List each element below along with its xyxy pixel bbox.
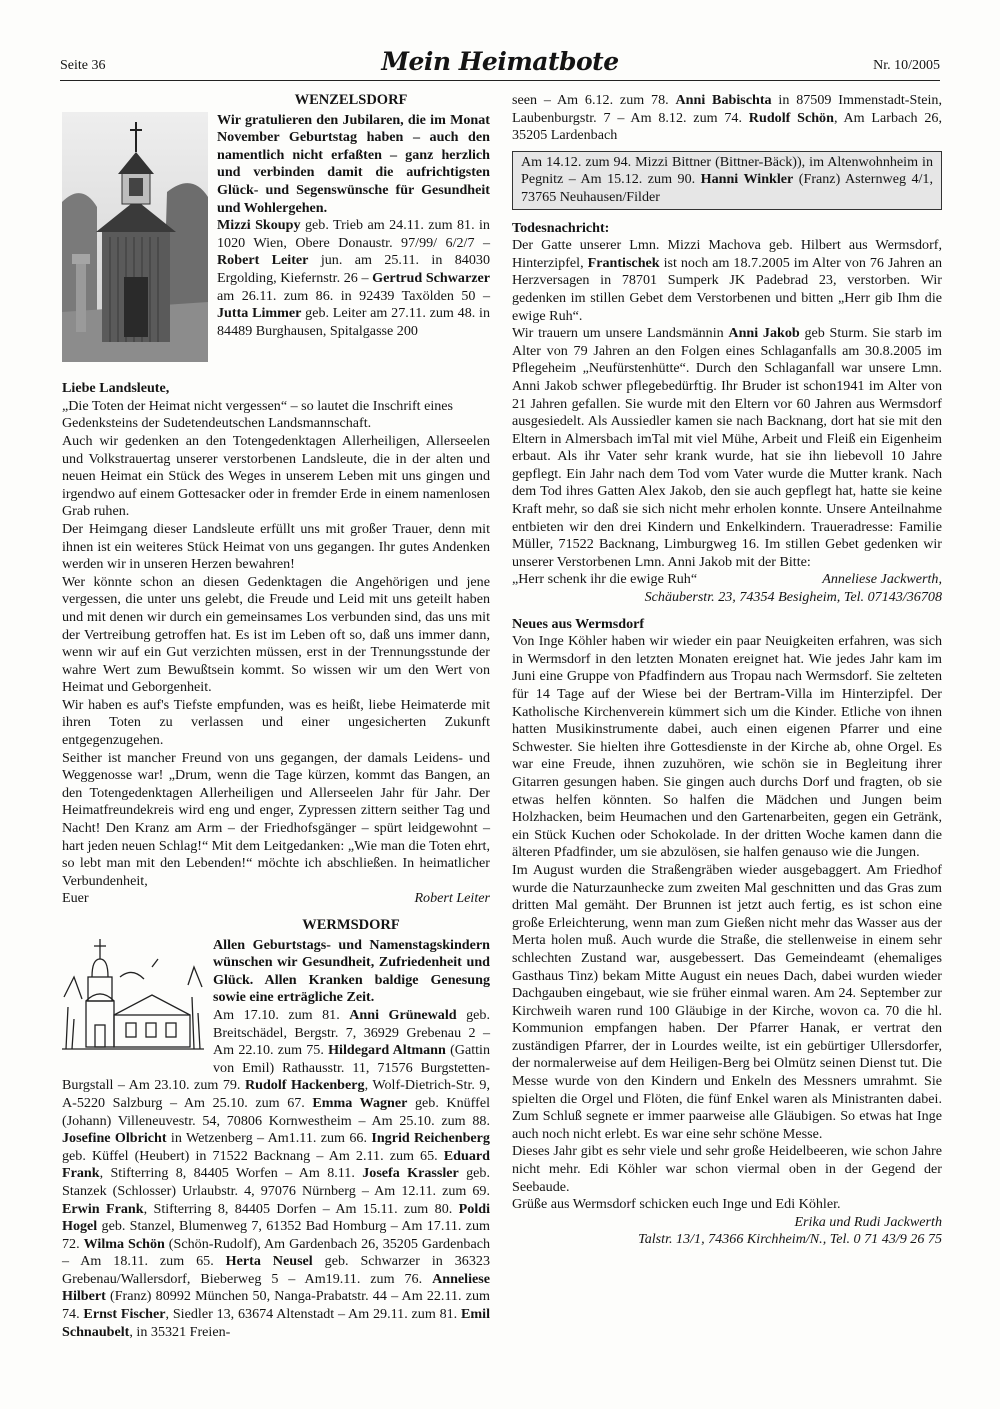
letter-paragraph: „Die Toten der Heimat nicht vergessen“ – so lautet die Inschrift eines Gedenksteins der Sudetendeutschen Landsmannschaft.: [62, 397, 454, 432]
section-title-wenzelsdorf: WENZELSDORF: [294, 92, 408, 108]
obituary-paragraph: Der Gatte unserer Lmn. Mizzi Machova geb. Hilbert aus Wermsdorf, Hinterzipfel, Frantischek ist noch am 18.7.2005 im Alter von 76 Jahren an Herzversagen in 78701 Sumperk JK Padebrad 23, verstorben. Wir gedenken im stillen Gebet dem Verstorbenen und bitten „Herr gib Ihm die ewige Ruh“.: [512, 237, 943, 324]
letter-paragraph: Wer könnte schon an diesen Gedenktagen die Angehörigen und jene vergessen, die unter uns gelebt, die Freude und Leid mit uns geteilt haben und mit denen wir durch ein gemeinsames Los verbunden sind, das uns mit der Vertreibung getroffen hat. Es ist im Leben oft so, daß uns immer dann, wenn wir auf ein Gut verzichten müssen, erst in der Trennungsstunde der wahre Wert zum Bewußtsein kommt. So wissen wir um den Wert von Heimat und Geborgenheit.: [62, 573, 490, 696]
church-sketch-image: [62, 937, 204, 1057]
letter-signoff: [62, 890, 490, 908]
obituary-address: Schäuberstr. 23, 74354 Besigheim, Tel. 07143/36708: [644, 589, 942, 606]
news-address: Talstr. 13/1, 74366 Kirchheim/N., Tel. 0 71 43/9 26 75: [638, 1231, 942, 1248]
masthead-logo: Mein Heimatbote: [381, 47, 619, 76]
wenzelsdorf-greeting: Wir gratulieren den Jubilaren, die im Monat November Geburtstag haben – auch den namentlich nicht erfaßten – ganz herzlich und verbinden damit die aufrichtigsten Glück- und Segenswünsche für Gesundheit und Wohlergehen.: [217, 111, 490, 216]
issue-number: Nr. 10/2005: [873, 58, 940, 73]
wenzelsdorf-birthdays: Mizzi Skoupy geb. Trieb am 24.11. zum 81. in 1020 Wien, Obere Donaustr. 97/99/ 6/2/7 – Robert Leiter jun. am 25.11. in 84030 Ergolding, Kiefernstr. 26 – Gertrud Schwarzer am 26.11. zum 86. in 92439 Taxölden 50 – Jutta Limmer geb. Leiter am 27.11. zum 48. in 84489 Burghausen, Spitalgasse 200: [217, 217, 490, 339]
left-column: [62, 92, 490, 1341]
news-paragraph: Grüße aus Wermsdorf schicken euch Inge und Edi Köhler.: [512, 1196, 841, 1213]
letter-euer: Euer: [62, 890, 89, 907]
news-signature: Erika und Rudi Jackwerth: [794, 1213, 942, 1230]
wermsdorf-birthdays: Am 17.10. zum 81. Anni Grünewald geb. Breitschädel, Bergstr. 7, 36929 Grebenau 2 – Am 22.10. zum 75. Hildegard Altmann (Gattin von Emil) Rathausstr. 11, 71576 Burgstetten-Burgstall – Am 23.10. zum 79. Rudolf Hackenberg, Wolf-Dietrich-Str. 9, A-5220 Salzburg – Am 25.10. zum 67. Emma Wagner geb. Knüffel (Johann) Villeneuvestr. 54, 70806 Kornwestheim – Am 25.10. zum 88. Josefine Olbricht in Wetzenberg – Am1.11. zum 66. Ingrid Reichenberg geb. Küffel (Heubert) in 71522 Backnang – Am 2.11. zum 65. Eduard Frank, Stifterring 8, 84405 Worfen – Am 8.11. Josefa Krassler geb. Stanzek (Schlosser) Urlaubstr. 4, 97076 Nürnberg – Am 12.11. zum 69. Erwin Frank, Stifterring 8, 84405 Dorfen – Am 15.11. zum 80. Poldi Hogel geb. Stanzel, Blumenweg 7, 61352 Bad Homburg – Am 17.11. zum 72. Wilma Schön (Schön-Rudolf), Am Gardenbach 26, 35205 Gardenbach – Am 18.11. zum 65. Herta Neusel geb. Schwarzer in 36323 Grebenau/Wallersdorf, Bieberweg 5 – Am19.11. zum 76. Anneliese Hilbert (Franz) 80992 München 50, Nanga-Prabatstr. 44 – Am 22.11. zum 74. Ernst Fischer, Siedler 13, 63674 Altenstadt – Am 29.11. zum 81. Emil Schnaubelt, in 35321 Freien-: [62, 1006, 490, 1340]
chapel-photo: [62, 112, 208, 368]
obituary-signature: Anneliese Jackwerth,: [822, 571, 942, 588]
letter-paragraph: Wir haben es auf's Tiefste empfunden, was es heißt, liebe Heimaterde mit ihren Toten zu verlassen und einer ungesicherten Zukunft entgegenzugehen.: [62, 696, 490, 749]
obituary-paragraph: Wir trauern um unsere Landsmännin Anni Jakob geb Sturm. Sie starb im Alter von 79 Jahren an den Folgen eines Schlaganfalls am 30.8.2005 im Pflegeheim „Neufürstenhütte“. Durch den Schlaganfall war unsere Lmn. Anni Jakob schwer pflegebedürftig. Ihr Bruder ist schon1941 im Alter von 21 Jahren gefallen. Sie wurde mit den Eltern vor 60 Jahren aus Wermsdorf ausgesiedelt. Als Aussiedler kamen sie nach Backnang, dort hat sie mit den Eltern in Almersbach imTal mit viel Mühe, Arbeit und Fleiß ein Eigenheim erbaut. Als ihr Vater sehr krank wurde, hat sie ihn liebevoll 10 Jahre gepflegt. Ein Jahr nach dem Tod vom Vater wurde die Mutter krank. Nach dem Tod ihres Gatten Alex Jakob, den sie auch gepflegt hat, hatte sie keine Kraft mehr, so daß sie sich nicht mehr erholen konnte. Unsere Anteilnahme entbieten wir den drei Kindern und Enkelkindern. Traueradresse: Familie Müller, 71522 Backnang, Limburgweg 16. Im stillen Gebet gedenken wir unserer Verstorbenen Lmn. Anni Jakob mit der Bitte:: [512, 325, 942, 570]
right-column: [512, 92, 942, 1249]
highlight-box: Am 14.12. zum 94. Mizzi Bittner (Bittner-Bäck)), im Altenwohnheim in Pegnitz – Am 15.12. zum 90. Hanni Winkler (Franz) Asternweg 4/1, 73765 Neuhausen/Filder: [512, 151, 942, 210]
page-header: [60, 46, 940, 81]
wermsdorf-birthdays-cont: seen – Am 6.12. zum 78. Anni Babischta in 87509 Immenstadt-Stein, Laubenburgstr. 7 – Am 8.12. zum 74. Rudolf Schön, Am Larbach 26, 35205 Lardenbach: [512, 92, 942, 144]
news-heading: Neues aus Wermsdorf: [512, 615, 645, 632]
letter-signature: Robert Leiter: [414, 890, 490, 907]
news-paragraph: Im August wurden die Straßengräben wieder ausgebaggert. Am Friedhof wurde die Naturzaunhecke zum zweiten Mal geschnitten und das Gras zum dritten Mal gemäht. Der Brunnen ist jetzt auch fertig, es ist schon eine große Erleichterung, wenn man zum Gießen nicht mehr das Wasser aus der Merta holen muß. Auch wurde die Straße, die stellenweise in einem sehr schlechten Zustand war, ausgebessert. Das Gemeindeamt (ehemaliges Gasthaus Tinz) bekam Mitte August ein neues Dach, dabei wurden wieder Dachgauben eingebaut, wie sie früher einmal waren. Am 24. September zur Kirchweih waren rund 100 Gläubige in der Kirche, wovon ca. 70 die hl. Kommunion empfangen haben. Der Pfarrer Hanak, er vertrat den zuständigen Pfarrer, der in Lourdes weilte, ist ein gebürtiger Ullersdorfer, der normalerweise auf dem Heiligen-Berg bei Olmütz seinen Dienst tut. Die Messe wurde von den Kindern und Enkeln des Messners umrahmt. Sie spielten die Orgel und Flöten, die fünf Enkel waren als Ministranten dabei. Zum Schluß segnete er immer paarweise alle Gläubigen. So etwas hat Inge auch noch nicht erlebt. Es war eine sehr schöne Messe.: [512, 861, 942, 1142]
news-paragraph: Von Inge Köhler haben wir wieder ein paar Neuigkeiten erfahren, was sich in Wermsdorf in den letzten Monaten ereignet hat. Wie jedes Jahr kam im Juni eine Gruppe von Pfadfindern aus Tropau nach Wermsdorf. Sie zelteten für 14 Tage auf der Wiese bei der Bertram-Villa im Hinterzipfel. Der Katholische Kirchenverein kümmert sich um die Kinder. Etliche von ihnen hatten Musikinstrumente dabei, auch einen eigenen Pfarrer und eine Schwester. Sie hielten ihre Gottesdienste in der Kirche ab, ohne Orgel. Es war eine Freude, ihnen zuzuhören, wie schön sie in Begleitung ihrer Gitarren gesungen haben. Sie gingen auch durchs Dorf und fragten, ob sie etwas helfen könnten. So halfen die Mädchen und Jungen beim Holzhacken, beim Heumachen und den Gartenarbeiten, gegen ein Getränk, ein Stück Kuchen oder Schokolade. In der dritten Woche kamen dann die älteren Pfadfinder, um sie abzulösen, sie halfen genauso wie die Jungen.: [512, 633, 942, 861]
wermsdorf-greeting: Allen Geburtstags- und Namenstagskindern wünschen wir Gesundheit, Zufriedenheit und Glück. Allen Kranken baldige Genesung sowie eine erträgliche Zeit.: [213, 936, 490, 1006]
letter-heading: Liebe Landsleute,: [62, 380, 170, 397]
letter-paragraph: Seither ist mancher Freund von uns gegangen, der damals Leidens- und Weggenosse war! „Drum, wenn die Tage kürzen, kommt das Bangen, an den Totengedenktagen Allerheiligen und Allerseelen Jahr für Jahr. Der Heimatfreundekreis wird eng und enger, Zypressen zittern seither Tag und Nacht! Den Kranz am Arm – der Friedhofsgänger – spürt leidgewohnt – hart jeden neuen Schlag!“ Mit dem Leitgedanken: „Wie man die Toten ehrt, so lebt man mit den Lebenden!“ möchte ich abschließen. In heimatlicher Verbundenheit,: [62, 749, 490, 889]
news-paragraph: Dieses Jahr gibt es sehr viele und sehr große Heidelbeeren, wie schon Jahre nicht mehr. Edi Köhler war schon viermal oben in der Gegend der Seebaude.: [512, 1143, 942, 1195]
church-drawing: [62, 937, 204, 1063]
letter-paragraph: Auch wir gedenken an den Totengedenktagen Allerheiligen, Allerseelen und Volkstrauertag unserer verstorbenen Landsleute, die in der alten und neuen Heimat ein Stück des Weges in unserem Leben mit uns gingen und irgendwo auf einem Gottesacker oder in fremder Erde in einem namenlosen Grab ruhen.: [62, 432, 490, 520]
obituary-heading: Todesnachricht:: [512, 219, 610, 236]
obituary-last-line: „Herr schenk ihr die ewige Ruh“: [512, 571, 698, 588]
page-number: Seite 36: [60, 58, 106, 73]
letter-paragraph: Der Heimgang dieser Landsleute erfüllt uns mit großer Trauer, denn mit ihnen ist ein weiteres Stück Heimat von uns gegangen. Ihr gutes Andenken werden wir in unseren Herzen bewahren!: [62, 520, 490, 573]
obituary-closing: [512, 571, 942, 589]
section-title-wermsdorf: WERMSDORF: [302, 917, 400, 933]
chapel-image: [62, 112, 208, 362]
